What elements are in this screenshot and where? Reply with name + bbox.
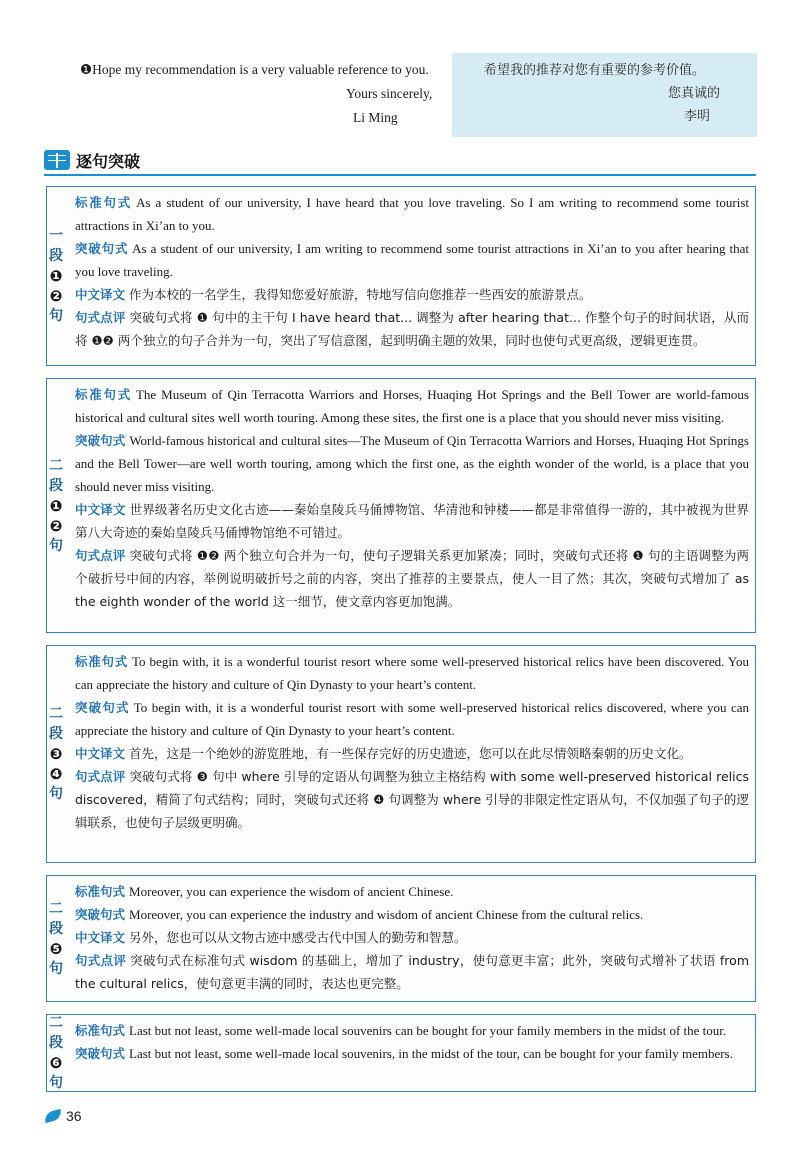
row-text: As a student of our university, I am writing to recommend some tourist attractions in Xi’an to you after hearing that you love traveling. <box>75 241 749 279</box>
analysis-box <box>46 186 756 366</box>
row-text: 突破句式在标准句式 wisdom 的基础上，增加了 industry，使句意更丰富；此外，突破句式增补了状语 from the cultural relics，使句意更丰满的同时，表达也更完整。 <box>75 953 749 991</box>
row-label: 突破句式 <box>75 1046 126 1061</box>
page-number-text: 36 <box>66 1108 82 1124</box>
row-label: 标准句式 <box>75 387 132 402</box>
analysis-row <box>75 903 749 926</box>
analysis-content <box>47 187 755 356</box>
translation-signoff: 您真诚的 <box>668 86 721 101</box>
paragraph-sentence-tab <box>46 899 66 979</box>
analysis-row <box>75 650 749 696</box>
row-text: As a student of our university, I have heard that you love traveling. So I am writing to recommend some tourist attractions in Xi’an to you. <box>75 195 749 233</box>
analysis-row <box>75 696 749 742</box>
tab-character: 句 <box>49 960 63 977</box>
tab-character: 二 <box>49 457 63 474</box>
row-text: 首先，这是一个绝妙的游览胜地，有一些保存完好的历史遗迹，您可以在此尽情领略秦朝的历史文化。 <box>129 746 692 761</box>
open-book-icon <box>44 150 70 170</box>
row-text: 突破句式将 ❶ 句中的主干句 I have heard that... 调整为 after hearing that... 作整个句子的时间状语，从而将 ❶❷ 两个独立的句子合并为一句，突出了写信意图，起到明确主题的效果，同时也使句式更高级，逻辑更连贯。 <box>75 310 749 348</box>
letter-translation-box <box>452 53 757 137</box>
analysis-row <box>75 283 749 306</box>
row-label: 句式点评 <box>75 769 126 784</box>
row-text: Moreover, you can experience the wisdom of ancient Chinese. <box>129 884 454 899</box>
row-text: 突破句式将 ❸ 句中 where 引导的定语从句调整为独立主格结构 with some well-preserved historical relics discovered，精简了句式结构；同时，突破句式还将 ❹ 句调整为 where 引导的非限定性定语从句，不仅加强了句子的逻辑联系，也使句子层级更明确。 <box>75 769 749 830</box>
leaf-icon <box>43 1109 63 1123</box>
analysis-row <box>75 306 749 352</box>
analysis-box <box>46 378 756 633</box>
sentence-number-marker: ❷ <box>49 287 63 305</box>
sentence-number-marker: ❺ <box>49 939 63 958</box>
tab-character: 句 <box>49 786 63 802</box>
tab-character: 二 <box>49 900 63 917</box>
row-text: The Museum of Qin Terracotta Warriors and Horses, Huaqing Hot Springs and the Bell Tower are world-famous historical and cultural sites well worth touring. Among these sites, the first one is a place that you should never miss visiting. <box>75 387 749 425</box>
row-text: 作为本校的一名学生，我得知您爱好旅游，特地写信向您推荐一些西安的旅游景点。 <box>129 287 592 302</box>
analysis-row <box>75 742 749 765</box>
analysis-row <box>75 880 749 903</box>
row-label: 句式点评 <box>75 548 126 563</box>
row-label: 标准句式 <box>75 884 126 899</box>
analysis-row <box>75 1042 749 1065</box>
tab-character: 段 <box>49 726 63 742</box>
analysis-row <box>75 544 749 613</box>
row-label: 标准句式 <box>75 654 129 669</box>
row-label: 中文译文 <box>75 746 126 761</box>
letter-closing <box>80 58 450 130</box>
row-label: 中文译文 <box>75 287 126 302</box>
analysis-row <box>75 1019 749 1042</box>
sentence-number-marker: ❷ <box>49 516 63 535</box>
analysis-box <box>46 645 756 863</box>
tab-character: 二 <box>49 1015 63 1031</box>
row-text: Last but not least, some well-made local souvenirs, in the midst of the tour, can be bought for your family members. <box>129 1046 733 1061</box>
paragraph-sentence-tab <box>46 704 66 804</box>
row-text: Moreover, you can experience the industry and wisdom of ancient Chinese from the cultural relics. <box>129 907 644 922</box>
sentence-number-marker: ❸ <box>49 745 63 763</box>
tab-character: 句 <box>49 308 63 324</box>
analysis-content <box>47 1015 755 1069</box>
row-label: 突破句式 <box>75 433 126 448</box>
sentence-number-marker: ❶ <box>49 267 63 285</box>
paragraph-sentence-tab <box>46 1013 66 1093</box>
page-number <box>44 1108 82 1124</box>
tab-character: 段 <box>49 1035 63 1051</box>
row-text: To begin with, it is a wonderful tourist resort with some well-preserved historical relics discovered, where you can appreciate the history and culture of Qin Dynasty to your heart’s content. <box>75 700 749 738</box>
row-label: 句式点评 <box>75 310 126 325</box>
analysis-row <box>75 498 749 544</box>
row-label: 句式点评 <box>75 953 127 968</box>
row-text: Last but not least, some well-made local souvenirs can be bought for your family members in the midst of the tour. <box>129 1023 727 1038</box>
row-label: 标准句式 <box>75 195 133 210</box>
analysis-box <box>46 875 756 1002</box>
row-label: 中文译文 <box>75 930 126 945</box>
row-label: 突破句式 <box>75 241 129 256</box>
analysis-row <box>75 949 749 995</box>
sentence-number-marker: ❶ <box>49 496 63 515</box>
row-label: 突破句式 <box>75 700 130 715</box>
letter-last-sentence: ❶Hope my recommendation is a very valuable reference to you. <box>80 62 429 77</box>
analysis-row <box>75 926 749 949</box>
analysis-row <box>75 383 749 429</box>
row-text: World-famous historical and cultural sites—The Museum of Qin Terracotta Warriors and Horses, Huaqing Hot Springs and the Bell Tower—are well worth touring, among which the first one, as the eighth wonder of the world, is a place that you should never miss visiting. <box>75 433 749 494</box>
translation-signature: 李明 <box>684 109 711 124</box>
tab-character: 段 <box>49 248 63 264</box>
row-label: 突破句式 <box>75 907 126 922</box>
analysis-content <box>47 646 755 838</box>
heading-divider <box>44 174 756 176</box>
analysis-content <box>47 876 755 999</box>
sentence-number-marker: ❻ <box>49 1054 63 1072</box>
row-label: 中文译文 <box>75 502 126 517</box>
tab-character: 句 <box>49 537 63 554</box>
analysis-row <box>75 237 749 283</box>
paragraph-sentence-tab <box>46 456 66 556</box>
tab-character: 段 <box>49 920 63 937</box>
letter-signature: Li Ming <box>353 110 398 125</box>
tab-character: 一 <box>49 228 63 244</box>
analysis-content <box>47 379 755 617</box>
row-text: 另外，您也可以从文物古迹中感受古代中国人的勤劳和智慧。 <box>129 930 467 945</box>
letter-signoff: Yours sincerely, <box>346 86 433 101</box>
tab-character: 二 <box>49 706 63 722</box>
row-label: 标准句式 <box>75 1023 126 1038</box>
sentence-number-marker: ❹ <box>49 765 63 783</box>
tab-character: 句 <box>49 1075 63 1091</box>
row-text: To begin with, it is a wonderful tourist resort where some well-preserved historical relics have been discovered. You can appreciate the history and culture of Qin Dynasty to your heart’s content. <box>75 654 749 692</box>
row-text: 突破句式将 ❶❷ 两个独立句合并为一句，使句子逻辑关系更加紧凑；同时，突破句式还将 ❶ 句的主语调整为两个破折号中间的内容，举例说明破折号之前的内容，突出了推荐的主要景点，使人一目了然；其次，突破句式增加了 as the eighth wonder of the world 这一细节，使文章内容更加饱满。 <box>75 548 749 609</box>
paragraph-sentence-tab <box>46 226 66 326</box>
row-text: 世界级著名历史文化古迹——秦始皇陵兵马俑博物馆、华清池和钟楼——都是非常值得一游的，其中被视为世界第八大奇迹的秦始皇陵兵马俑博物馆绝不可错过。 <box>75 502 749 540</box>
tab-character: 段 <box>49 477 63 494</box>
analysis-box <box>46 1014 756 1092</box>
analysis-row <box>75 429 749 498</box>
analysis-row <box>75 765 749 834</box>
section-title: 逐句突破 <box>76 151 141 171</box>
translation-last-sentence: 希望我的推荐对您有重要的参考价值。 <box>484 63 706 78</box>
analysis-row <box>75 191 749 237</box>
section-heading <box>44 148 140 172</box>
